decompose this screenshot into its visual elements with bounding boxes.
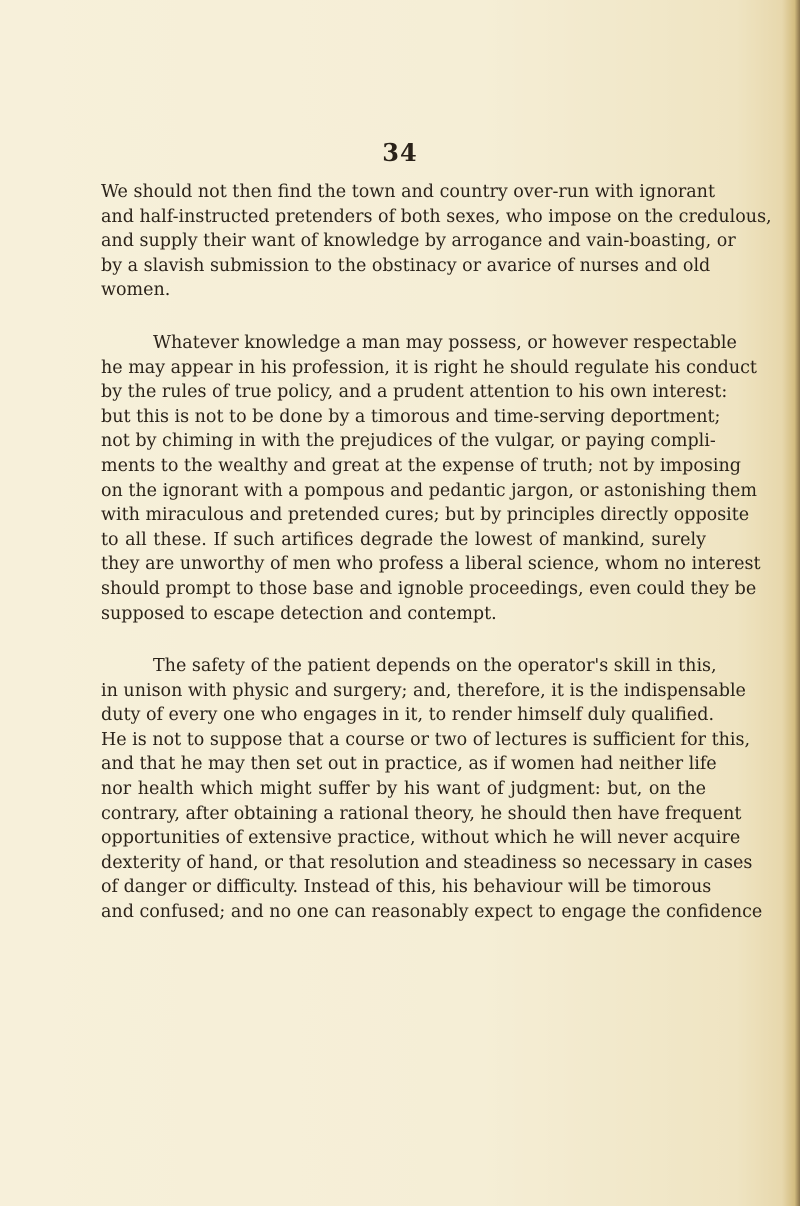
- paragraph-3: [101, 654, 763, 925]
- text-line: He is not to suppose that a course or two of lectures is sufficient for this,: [101, 729, 751, 750]
- text-line: duty of every one who engages in it, to render himself duly qualified.: [101, 705, 715, 726]
- text-line: opportunities of extensive practice, without which he will never acquire: [101, 828, 741, 849]
- text-line: and half-instructed pretenders of both sexes, who impose on the credulous,: [101, 206, 772, 227]
- text-line: with miraculous and pretended cures; but by principles directly opposite: [101, 505, 750, 526]
- text-line: by the rules of true policy, and a prudent attention to his own interest:: [101, 382, 728, 403]
- text-line: contrary, after obtaining a rational theory, he should then have frequent: [101, 803, 742, 824]
- text-line: in unison with physic and surgery; and, therefore, it is the indispensable: [101, 680, 746, 701]
- text-line: he may appear in his profession, it is right he should regulate his conduct: [101, 357, 757, 378]
- body-text: [101, 180, 772, 925]
- text-line: they are unworthy of men who profess a liberal science, whom no interest: [101, 554, 761, 575]
- text-line: and confused; and no one can reasonably expect to engage the confidence: [101, 902, 763, 923]
- text-line: by a slavish submission to the obstinacy or avarice of nurses and old: [101, 255, 711, 276]
- text-line: and supply their want of knowledge by arrogance and vain-boasting, or: [101, 231, 736, 252]
- text-line: to all these. If such artifices degrade the lowest of mankind, surely: [101, 529, 706, 550]
- text-line: supposed to escape detection and contempt.: [101, 603, 497, 624]
- text-line: of danger or difficulty. Instead of this, his behaviour will be timorous: [101, 877, 712, 898]
- text-line: on the ignorant with a pompous and pedantic jargon, or astonishing them: [101, 480, 757, 501]
- text-line: not by chiming in with the prejudices of the vulgar, or paying compli-: [101, 431, 716, 452]
- text-line: dexterity of hand, or that resolution and steadiness so necessary in cases: [101, 852, 753, 873]
- text-line: We should not then find the town and country over-run with ignorant: [101, 182, 715, 202]
- text-line: ments to the wealthy and great at the expense of truth; not by imposing: [101, 455, 741, 476]
- page-number: 34: [382, 138, 418, 167]
- text-line: The safety of the patient depends on the operator's skill in this,: [153, 656, 717, 677]
- paragraph-1: [101, 180, 772, 303]
- text-line: Whatever knowledge a man may possess, or however respectable: [153, 332, 737, 353]
- paragraph-2: [101, 331, 761, 626]
- text-line: women.: [101, 280, 171, 301]
- text-line: but this is not to be done by a timorous and time-serving deportment;: [101, 406, 721, 427]
- text-line: nor health which might suffer by his want of judgment: but, on the: [101, 779, 706, 800]
- page-edge: [782, 0, 800, 1206]
- text-line: and that he may then set out in practice, as if women had neither life: [101, 754, 717, 775]
- text-line: should prompt to those base and ignoble proceedings, even could they be: [101, 578, 757, 599]
